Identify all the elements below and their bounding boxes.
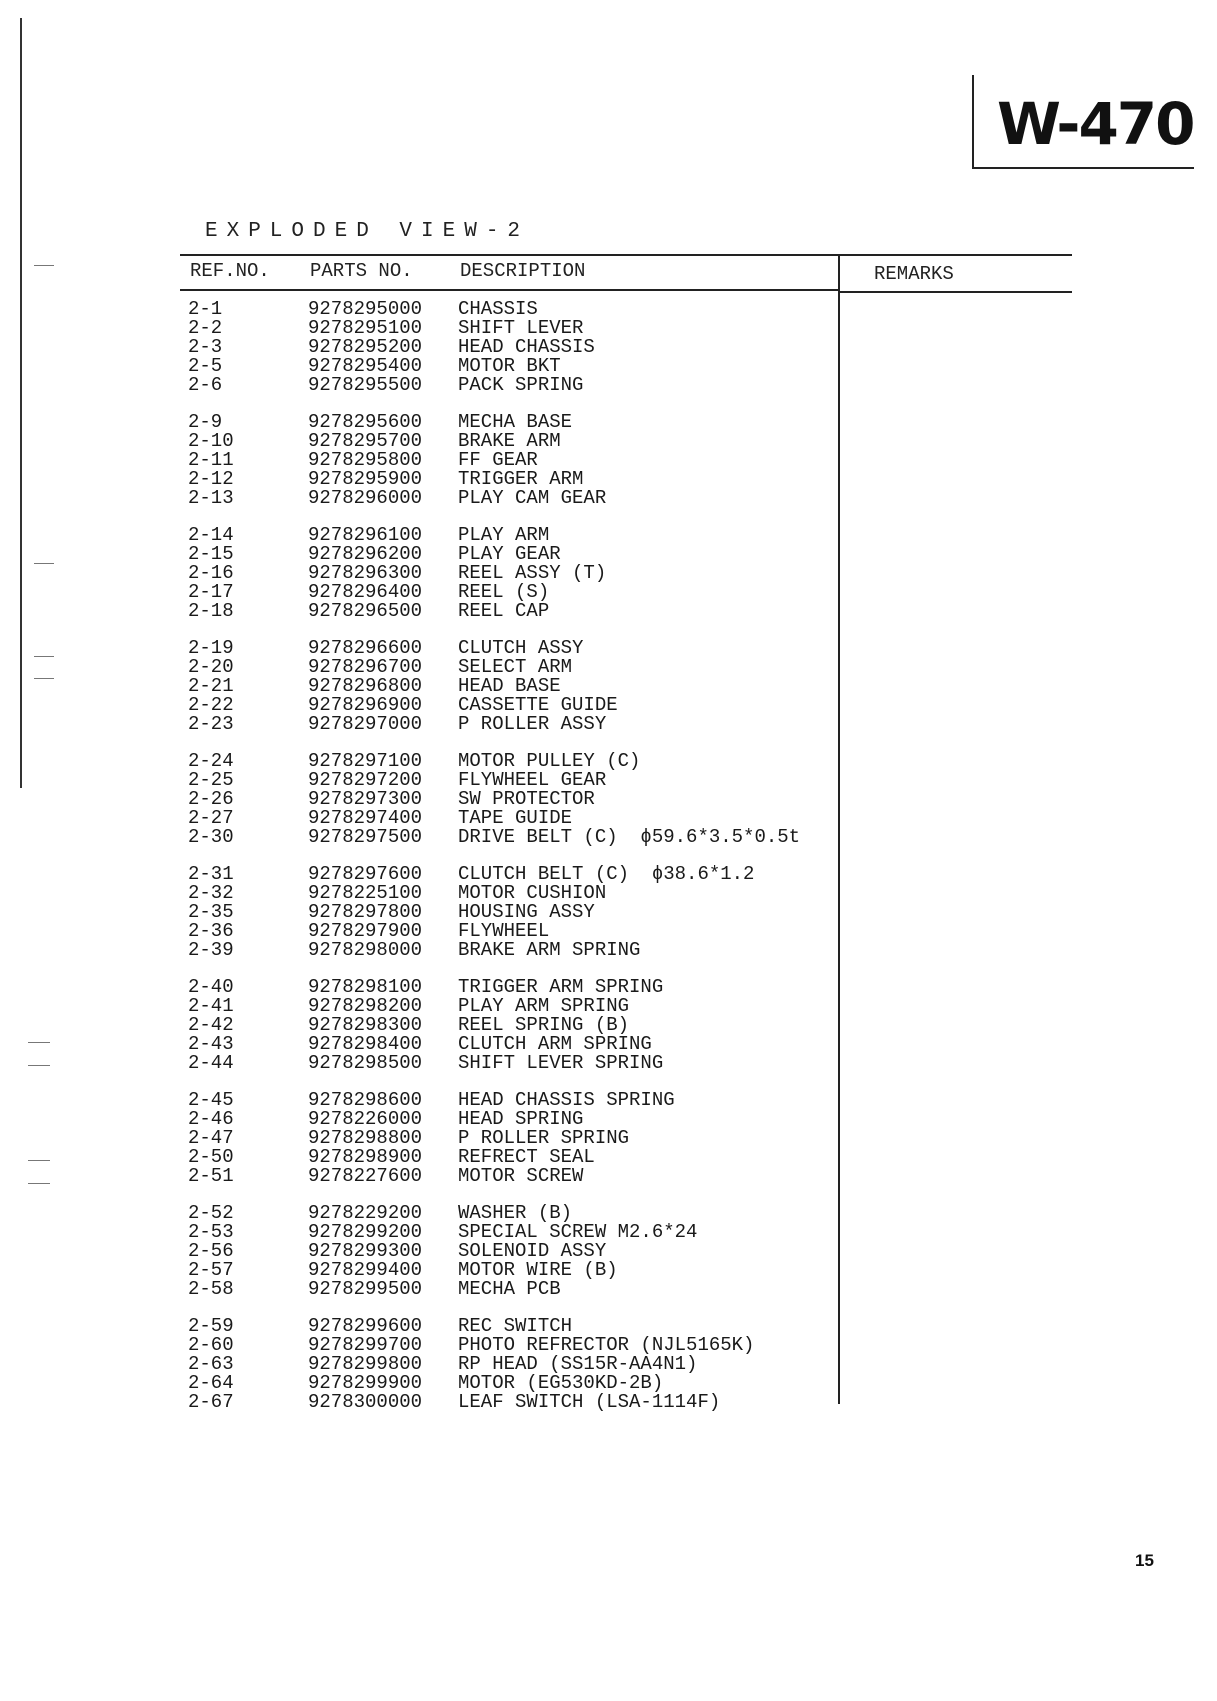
margin-tick	[28, 1065, 50, 1066]
part-no-cell: 9278297100	[308, 750, 423, 772]
part-no-cell: 9278226000	[308, 1108, 423, 1130]
part-no-cell: 9278225100	[308, 882, 423, 904]
ref-no-cell: 2-15	[188, 543, 234, 565]
description-cell: MOTOR SCREW	[458, 1165, 584, 1187]
ref-no-cell: 2-67	[188, 1391, 234, 1413]
margin-tick	[28, 1160, 50, 1161]
ref-no-cell: 2-31	[188, 863, 234, 885]
description-cell: HOUSING ASSY	[458, 901, 595, 923]
part-no-cell: 9278297900	[308, 920, 423, 942]
ref-no-cell: 2-40	[188, 976, 234, 998]
ref-no-cell: 2-1	[188, 298, 223, 320]
ref-no-cell: 2-35	[188, 901, 234, 923]
ref-no-cell: 2-13	[188, 487, 234, 509]
part-no-cell: 9278299400	[308, 1259, 423, 1281]
part-no-cell: 9278295800	[308, 449, 423, 471]
description-cell: PHOTO REFRECTOR (NJL5165K)	[458, 1334, 755, 1356]
ref-no-cell: 2-60	[188, 1334, 234, 1356]
description-cell: CLUTCH BELT (C) ϕ38.6*1.2	[458, 863, 755, 885]
part-no-cell: 9278299300	[308, 1240, 423, 1262]
part-no-cell: 9278298500	[308, 1052, 423, 1074]
part-no-cell: 9278295400	[308, 355, 423, 377]
description-cell: TRIGGER ARM SPRING	[458, 976, 664, 998]
ref-no-cell: 2-11	[188, 449, 234, 471]
description-cell: SHIFT LEVER	[458, 317, 584, 339]
part-no-cell: 9278296100	[308, 524, 423, 546]
margin-tick	[28, 1183, 50, 1184]
ref-no-cell: 2-22	[188, 694, 234, 716]
description-cell: DRIVE BELT (C) ϕ59.6*3.5*0.5t	[458, 826, 801, 848]
description-cell: MOTOR CUSHION	[458, 882, 607, 904]
part-no-cell: 9278297600	[308, 863, 423, 885]
description-cell: PLAY ARM SPRING	[458, 995, 630, 1017]
description-cell: TAPE GUIDE	[458, 807, 573, 829]
part-no-cell: 9278296400	[308, 581, 423, 603]
description-cell: FLYWHEEL GEAR	[458, 769, 607, 791]
description-cell: P ROLLER ASSY	[458, 713, 607, 735]
part-no-cell: 9278297000	[308, 713, 423, 735]
description-cell: REEL ASSY (T)	[458, 562, 607, 584]
description-cell: MOTOR PULLEY (C)	[458, 750, 641, 772]
description-cell: HEAD BASE	[458, 675, 561, 697]
part-no-cell: 9278298100	[308, 976, 423, 998]
description-cell: FLYWHEEL	[458, 920, 550, 942]
ref-no-cell: 2-24	[188, 750, 234, 772]
part-no-cell: 9278299700	[308, 1334, 423, 1356]
model-title: W-470	[997, 90, 1194, 158]
description-cell: REC SWITCH	[458, 1315, 573, 1337]
ref-no-cell: 2-39	[188, 939, 234, 961]
description-cell: REEL SPRING (B)	[458, 1014, 630, 1036]
ref-no-cell: 2-6	[188, 374, 223, 396]
description-cell: HEAD CHASSIS SPRING	[458, 1089, 675, 1111]
description-cell: PACK SPRING	[458, 374, 584, 396]
ref-no-cell: 2-2	[188, 317, 223, 339]
description-cell: CASSETTE GUIDE	[458, 694, 618, 716]
part-no-cell: 9278298200	[308, 995, 423, 1017]
description-cell: BRAKE ARM	[458, 430, 561, 452]
remarks-header-rule	[839, 291, 1072, 293]
ref-no-cell: 2-19	[188, 637, 234, 659]
remarks-column-divider	[838, 254, 840, 1404]
part-no-cell: 9278295200	[308, 336, 423, 358]
description-cell: SOLENOID ASSY	[458, 1240, 607, 1262]
part-no-cell: 9278295700	[308, 430, 423, 452]
part-no-cell: 9278297200	[308, 769, 423, 791]
ref-no-cell: 2-42	[188, 1014, 234, 1036]
part-no-cell: 9278297300	[308, 788, 423, 810]
description-cell: PLAY GEAR	[458, 543, 561, 565]
description-cell: PLAY CAM GEAR	[458, 487, 607, 509]
ref-no-cell: 2-41	[188, 995, 234, 1017]
ref-no-cell: 2-56	[188, 1240, 234, 1262]
description-cell: HEAD SPRING	[458, 1108, 584, 1130]
ref-no-cell: 2-45	[188, 1089, 234, 1111]
part-no-cell: 9278297500	[308, 826, 423, 848]
column-header-ref: REF.NO.	[190, 260, 270, 282]
ref-no-cell: 2-44	[188, 1052, 234, 1074]
ref-no-cell: 2-32	[188, 882, 234, 904]
ref-no-cell: 2-47	[188, 1127, 234, 1149]
margin-tick	[28, 1042, 50, 1043]
description-cell: REEL (S)	[458, 581, 550, 603]
ref-no-cell: 2-63	[188, 1353, 234, 1375]
part-no-cell: 9278227600	[308, 1165, 423, 1187]
description-cell: SW PROTECTOR	[458, 788, 595, 810]
ref-no-cell: 2-3	[188, 336, 223, 358]
ref-no-cell: 2-30	[188, 826, 234, 848]
part-no-cell: 9278295000	[308, 298, 423, 320]
description-cell: FF GEAR	[458, 449, 538, 471]
column-header-parts: PARTS NO.	[310, 260, 413, 282]
ref-no-cell: 2-21	[188, 675, 234, 697]
ref-no-cell: 2-53	[188, 1221, 234, 1243]
description-cell: LEAF SWITCH (LSA-1114F)	[458, 1391, 721, 1413]
table-top-rule	[180, 254, 1072, 256]
ref-no-cell: 2-43	[188, 1033, 234, 1055]
description-cell: MECHA PCB	[458, 1278, 561, 1300]
description-cell: CLUTCH ASSY	[458, 637, 584, 659]
ref-no-cell: 2-18	[188, 600, 234, 622]
description-cell: SHIFT LEVER SPRING	[458, 1052, 664, 1074]
ref-no-cell: 2-12	[188, 468, 234, 490]
ref-no-cell: 2-16	[188, 562, 234, 584]
part-no-cell: 9278296000	[308, 487, 423, 509]
part-no-cell: 9278297400	[308, 807, 423, 829]
ref-no-cell: 2-57	[188, 1259, 234, 1281]
part-no-cell: 9278296200	[308, 543, 423, 565]
description-cell: REEL CAP	[458, 600, 550, 622]
ref-no-cell: 2-20	[188, 656, 234, 678]
ref-no-cell: 2-17	[188, 581, 234, 603]
ref-no-cell: 2-23	[188, 713, 234, 735]
part-no-cell: 9278298400	[308, 1033, 423, 1055]
ref-no-cell: 2-10	[188, 430, 234, 452]
part-no-cell: 9278299500	[308, 1278, 423, 1300]
ref-no-cell: 2-27	[188, 807, 234, 829]
description-cell: MECHA BASE	[458, 411, 573, 433]
column-header-description: DESCRIPTION	[460, 260, 586, 282]
description-cell: MOTOR (EG530KD-2B)	[458, 1372, 664, 1394]
part-no-cell: 9278296700	[308, 656, 423, 678]
ref-no-cell: 2-59	[188, 1315, 234, 1337]
ref-no-cell: 2-26	[188, 788, 234, 810]
margin-tick	[34, 563, 54, 564]
description-cell: P ROLLER SPRING	[458, 1127, 630, 1149]
part-no-cell: 9278295600	[308, 411, 423, 433]
margin-tick	[34, 265, 54, 266]
ref-no-cell: 2-52	[188, 1202, 234, 1224]
description-cell: CLUTCH ARM SPRING	[458, 1033, 652, 1055]
description-cell: WASHER (B)	[458, 1202, 573, 1224]
part-no-cell: 9278296600	[308, 637, 423, 659]
part-no-cell: 9278298900	[308, 1146, 423, 1168]
description-cell: MOTOR WIRE (B)	[458, 1259, 618, 1281]
description-cell: HEAD CHASSIS	[458, 336, 595, 358]
ref-no-cell: 2-25	[188, 769, 234, 791]
ref-no-cell: 2-9	[188, 411, 223, 433]
part-no-cell: 9278298800	[308, 1127, 423, 1149]
part-no-cell: 9278295100	[308, 317, 423, 339]
page-number: 15	[1135, 1551, 1154, 1570]
description-cell: PLAY ARM	[458, 524, 550, 546]
ref-no-cell: 2-36	[188, 920, 234, 942]
description-cell: SELECT ARM	[458, 656, 573, 678]
part-no-cell: 9278296900	[308, 694, 423, 716]
description-cell: BRAKE ARM SPRING	[458, 939, 641, 961]
description-cell: REFRECT SEAL	[458, 1146, 595, 1168]
part-no-cell: 9278296800	[308, 675, 423, 697]
description-cell: SPECIAL SCREW M2.6*24	[458, 1221, 698, 1243]
part-no-cell: 9278296300	[308, 562, 423, 584]
ref-no-cell: 2-58	[188, 1278, 234, 1300]
part-no-cell: 9278296500	[308, 600, 423, 622]
ref-no-cell: 2-5	[188, 355, 223, 377]
description-cell: MOTOR BKT	[458, 355, 561, 377]
section-title: EXPLODED VIEW-2	[205, 220, 530, 243]
part-no-cell: 9278295500	[308, 374, 423, 396]
header-bottom-rule	[180, 289, 839, 291]
part-no-cell: 9278300000	[308, 1391, 423, 1413]
binding-edge-line	[20, 18, 22, 788]
description-cell: TRIGGER ARM	[458, 468, 584, 490]
part-no-cell: 9278297800	[308, 901, 423, 923]
part-no-cell: 9278299800	[308, 1353, 423, 1375]
margin-tick	[34, 656, 54, 657]
part-no-cell: 9278299600	[308, 1315, 423, 1337]
description-cell: RP HEAD (SS15R-AA4N1)	[458, 1353, 698, 1375]
ref-no-cell: 2-50	[188, 1146, 234, 1168]
ref-no-cell: 2-64	[188, 1372, 234, 1394]
part-no-cell: 9278298600	[308, 1089, 423, 1111]
ref-no-cell: 2-51	[188, 1165, 234, 1187]
part-no-cell: 9278299900	[308, 1372, 423, 1394]
part-no-cell: 9278229200	[308, 1202, 423, 1224]
column-header-remarks: REMARKS	[874, 263, 954, 285]
margin-tick	[34, 678, 54, 679]
part-no-cell: 9278298000	[308, 939, 423, 961]
description-cell: CHASSIS	[458, 298, 538, 320]
part-no-cell: 9278298300	[308, 1014, 423, 1036]
ref-no-cell: 2-14	[188, 524, 234, 546]
part-no-cell: 9278299200	[308, 1221, 423, 1243]
part-no-cell: 9278295900	[308, 468, 423, 490]
ref-no-cell: 2-46	[188, 1108, 234, 1130]
